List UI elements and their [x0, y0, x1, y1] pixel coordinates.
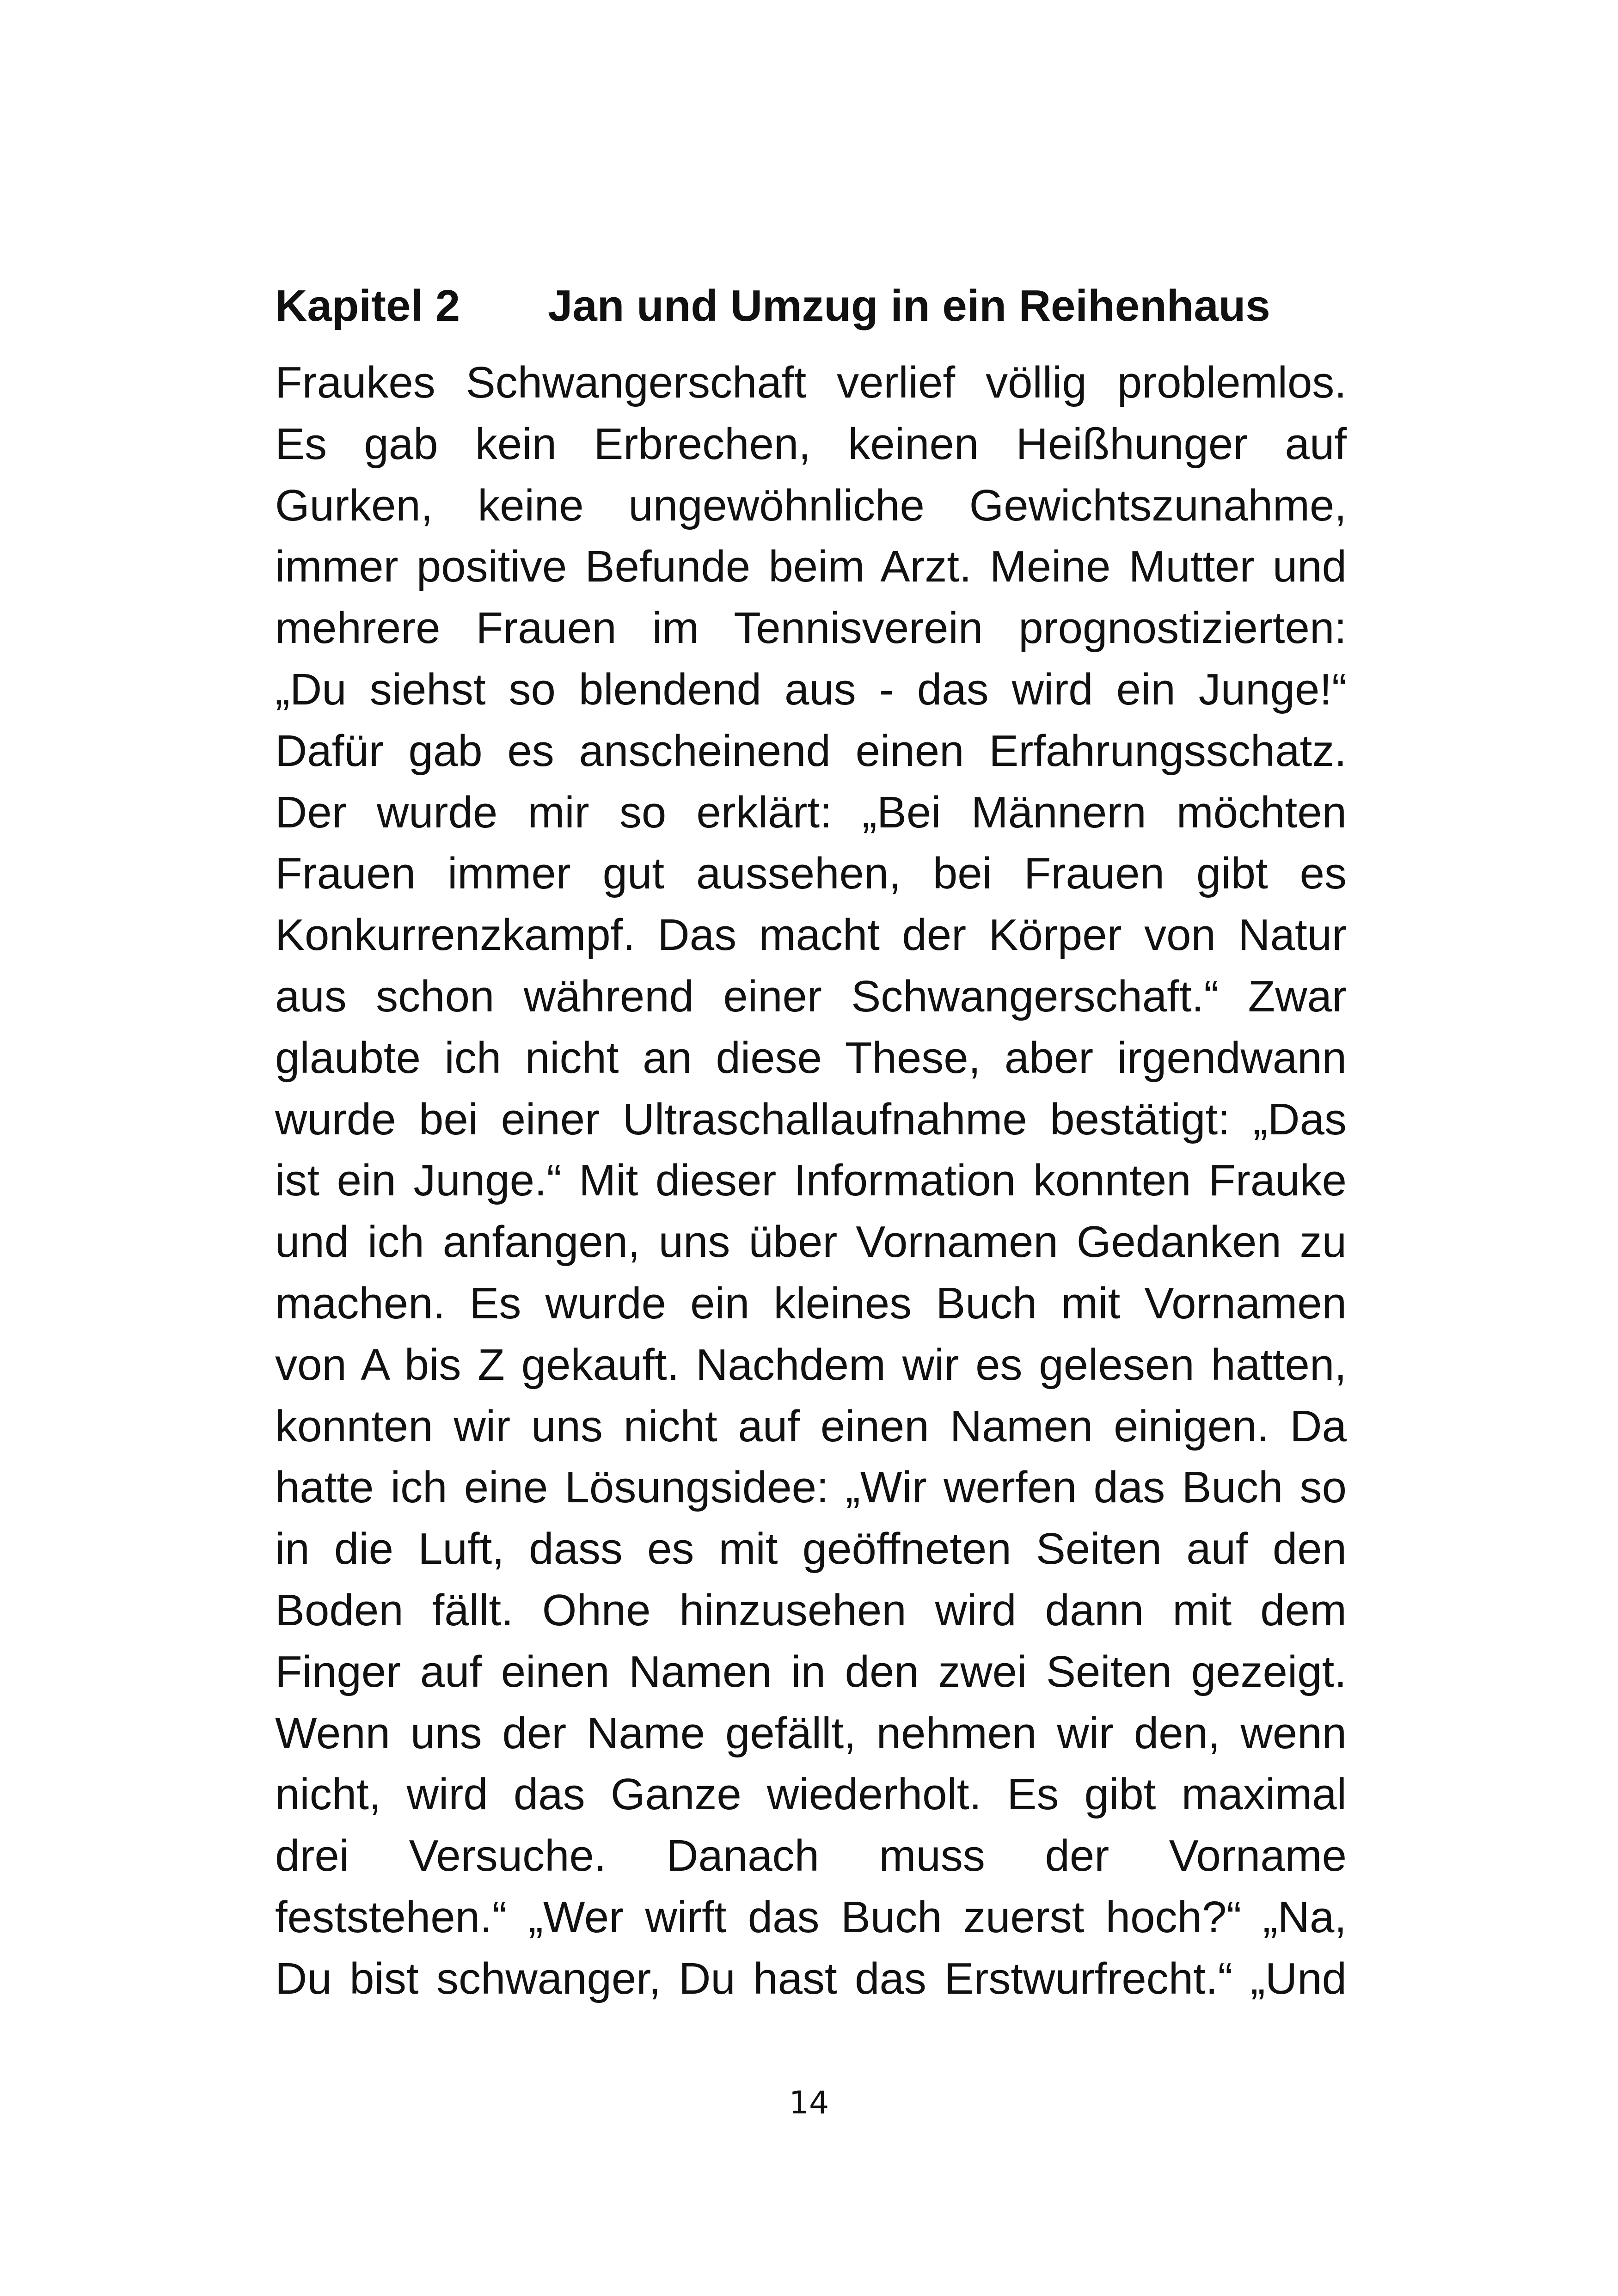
text-line: Frauen immer gut aussehen, bei Frauen gibt es	[275, 849, 1347, 899]
text-line: von A bis Z gekauft. Nachdem wir es gelesen hatten,	[275, 1340, 1347, 1390]
text-line: Du bist schwanger, Du hast das Erstwurfrecht.“ „Und	[275, 1953, 1347, 2003]
page-number: 14	[789, 2085, 829, 2121]
text-line: Es gab kein Erbrechen, keinen Heißhunger auf	[275, 419, 1347, 469]
text-line: Finger auf einen Namen in den zwei Seiten gezeigt.	[275, 1647, 1347, 1696]
text-line: Der wurde mir so erklärt: „Bei Männern möchten	[275, 787, 1347, 837]
text-line: Konkurrenzkampf. Das macht der Körper von Natur	[275, 910, 1347, 960]
chapter-body-text	[275, 352, 1347, 2010]
text-line: Dafür gab es anscheinend einen Erfahrungsschatz.	[275, 726, 1347, 776]
text-line: „Du siehst so blendend aus - das wird ein Junge!“	[275, 664, 1347, 714]
text-line: in die Luft, dass es mit geöffneten Seiten auf den	[275, 1524, 1347, 1574]
chapter-heading	[275, 277, 1357, 335]
text-line: feststehen.“ „Wer wirft das Buch zuerst hoch?“ „Na,	[275, 1892, 1347, 1942]
text-line: Wenn uns der Name gefällt, nehmen wir den, wenn	[275, 1708, 1347, 1758]
text-line: konnten wir uns nicht auf einen Namen einigen. Da	[275, 1401, 1347, 1451]
text-line: Boden fällt. Ohne hinzusehen wird dann mit dem	[275, 1585, 1347, 1635]
text-line: glaubte ich nicht an diese These, aber irgendwann	[275, 1033, 1347, 1083]
text-line: und ich anfangen, uns über Vornamen Gedanken zu	[275, 1217, 1347, 1267]
text-line: hatte ich eine Lösungsidee: „Wir werfen das Buch so	[275, 1463, 1347, 1512]
text-line: immer positive Befunde beim Arzt. Meine Mutter und	[275, 542, 1347, 592]
text-line: mehrere Frauen im Tennisverein prognostizierten:	[275, 603, 1347, 653]
text-line: Gurken, keine ungewöhnliche Gewichtszunahme,	[275, 480, 1347, 530]
text-line: drei Versuche. Danach muss der Vorname	[275, 1831, 1347, 1881]
text-line: Fraukes Schwangerschaft verlief völlig problemlos.	[275, 358, 1347, 407]
text-line: wurde bei einer Ultraschallaufnahme bestätigt: „Das	[275, 1094, 1347, 1144]
text-line: aus schon während einer Schwangerschaft.“ Zwar	[275, 971, 1347, 1021]
text-line: machen. Es wurde ein kleines Buch mit Vornamen	[275, 1278, 1347, 1328]
chapter-number: Kapitel 2	[275, 281, 460, 331]
text-line: ist ein Junge.“ Mit dieser Information konnten Frauke	[275, 1156, 1347, 1206]
text-line: nicht, wird das Ganze wiederholt. Es gibt maximal	[275, 1769, 1347, 1819]
chapter-title: Jan und Umzug in ein Reihenhaus	[548, 281, 1270, 331]
